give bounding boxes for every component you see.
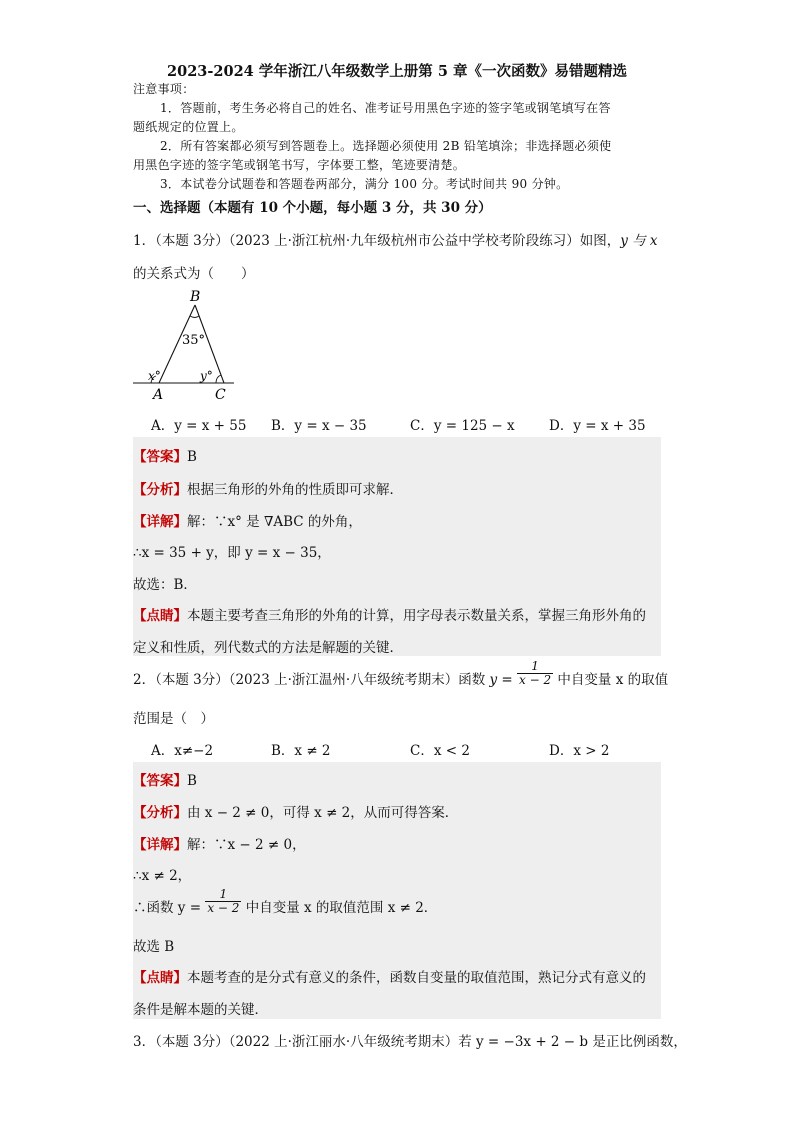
notice-item-1b: 题纸规定的位置上。: [133, 120, 244, 134]
q2-answer: [133, 769, 197, 789]
q1-detail: [133, 510, 362, 530]
q2-stem-tail: 中自变量 x 的取值: [557, 672, 669, 688]
label-angle-x: x°: [148, 369, 161, 383]
comment-text: 本题主要考查三角形的外角的计算，用字母表示数量关系，掌握三角形外角的: [187, 608, 646, 624]
answer-tag: 【答案】: [133, 449, 187, 465]
analysis-text: 根据三角形的外角的性质即可求解．: [187, 482, 403, 498]
fraction-denominator: x − 2: [207, 901, 240, 915]
angle-b-arc: [190, 316, 199, 318]
fraction-numerator: 1: [205, 888, 241, 902]
analysis-tag: 【分析】: [133, 482, 187, 498]
detail-tag: 【详解】: [133, 514, 187, 530]
q1-choose: 故选：B．: [133, 577, 197, 593]
label-angle-b: 35°: [182, 333, 206, 348]
comment-text: 本题考查的是分式有意义的条件，函数自变量的取值范围，熟记分式有意义的: [187, 970, 646, 986]
q2-choose: 故选 B: [133, 939, 175, 955]
q1-triangle-figure: [128, 286, 238, 404]
q2-fraction: [517, 660, 553, 687]
q2-comment: [133, 966, 646, 986]
q2-analysis: [133, 801, 458, 821]
q2-detail: [133, 833, 306, 853]
q3-stem: 3．（本题 3分）（2022 上·浙江丽水·八年级统考期末）若 y = −3x + 2 − b 是正比例函数，: [133, 1034, 687, 1050]
fraction-denominator: x − 2: [519, 673, 552, 687]
q2-option-a: A．x≠−2: [151, 743, 214, 759]
q2-option-c: C．x < 2: [410, 743, 470, 759]
label-c: C: [215, 387, 226, 403]
detail-text: 解：∵x − 2 ≠ 0，: [187, 837, 306, 853]
q1-stem: [133, 229, 658, 249]
notice-heading: 注意事项：: [133, 82, 195, 96]
detail3-suffix: 中自变量 x 的取值范围 x ≠ 2．: [245, 900, 438, 916]
detail-text: 解：∵x° 是 ∇ABC 的外角，: [187, 514, 362, 530]
q1-stem-text: 1．（本题 3分）（2023 上·浙江杭州·九年级杭州市公益中学校考阶段练习）如图，: [133, 233, 621, 249]
q1-option-d: D．y = x + 35: [549, 418, 646, 434]
answer-tag: 【答案】: [133, 773, 187, 789]
q1-analysis: [133, 478, 403, 498]
q1-comment-b: 定义和性质，列代数式的方法是解题的关键．: [133, 640, 403, 656]
q2-detail-3: [133, 886, 438, 916]
answer-value: B: [187, 449, 197, 465]
q2-detail-2: ∴x ≠ 2，: [133, 868, 192, 884]
label-b: B: [190, 289, 201, 305]
notice-item-1a: 1．答题前，考生务必将自己的姓名、准考证号用黑色字迹的签字笔或钢笔填写在答: [160, 101, 611, 115]
q1-stem-b: 的关系式为（ ）: [133, 266, 255, 282]
section-title: 一、选择题（本题有 10 个小题，每小题 3 分，共 30 分）: [133, 200, 492, 216]
q1-detail-2: ∴x = 35 + y，即 y = x − 35，: [133, 545, 331, 561]
label-a: A: [153, 387, 164, 403]
notice-item-3: 3．本试卷分试题卷和答题卷两部分，满分 100 分。考试时间共 90 分钟。: [160, 177, 569, 191]
notice-item-2a: 2．所有答案都必须写到答题卷上。选择题必须使用 2B 铅笔填涂；非选择题必须使: [160, 139, 612, 153]
q1-answer: [133, 445, 197, 465]
q2-stem: [133, 658, 669, 688]
document-title: 2023-2024 学年浙江八年级数学上册第 5 章《一次函数》易错题精选: [167, 63, 627, 80]
answer-value: B: [187, 773, 197, 789]
q1-option-b: B．y = x − 35: [271, 418, 367, 434]
detail3-prefix: ∴函数 y =: [133, 900, 202, 916]
q2-stem-text: 2．（本题 3分）（2023 上·浙江温州·八年级统考期末）函数: [133, 672, 486, 688]
analysis-text: 由 x − 2 ≠ 0，可得 x ≠ 2，从而可得答案．: [187, 805, 459, 821]
q1-option-c: C．y = 125 − x: [410, 418, 515, 434]
fraction-numerator: 1: [517, 660, 553, 674]
q2-option-d: D．x > 2: [549, 743, 610, 759]
q1-stem-vars: y 与 x: [620, 233, 658, 249]
comment-tag: 【点睛】: [133, 608, 187, 624]
analysis-tag: 【分析】: [133, 805, 187, 821]
q2-stem-b: 范围是（ ）: [133, 711, 214, 727]
label-angle-y: y°: [200, 369, 213, 383]
comment-tag: 【点睛】: [133, 970, 187, 986]
q2-comment-b: 条件是解本题的关键．: [133, 1002, 268, 1018]
q2-option-b: B．x ≠ 2: [271, 743, 331, 759]
q2-detail-fraction: [205, 888, 241, 915]
detail-tag: 【详解】: [133, 837, 187, 853]
notice-item-2b: 用黑色字迹的签字笔或钢笔书写，字体要工整，笔迹要清楚。: [133, 158, 466, 172]
q1-option-a: A．y = x + 55: [151, 418, 247, 434]
q1-comment: [133, 604, 646, 624]
angle-y-arc: [216, 375, 221, 383]
q2-stem-func: y =: [489, 672, 513, 688]
